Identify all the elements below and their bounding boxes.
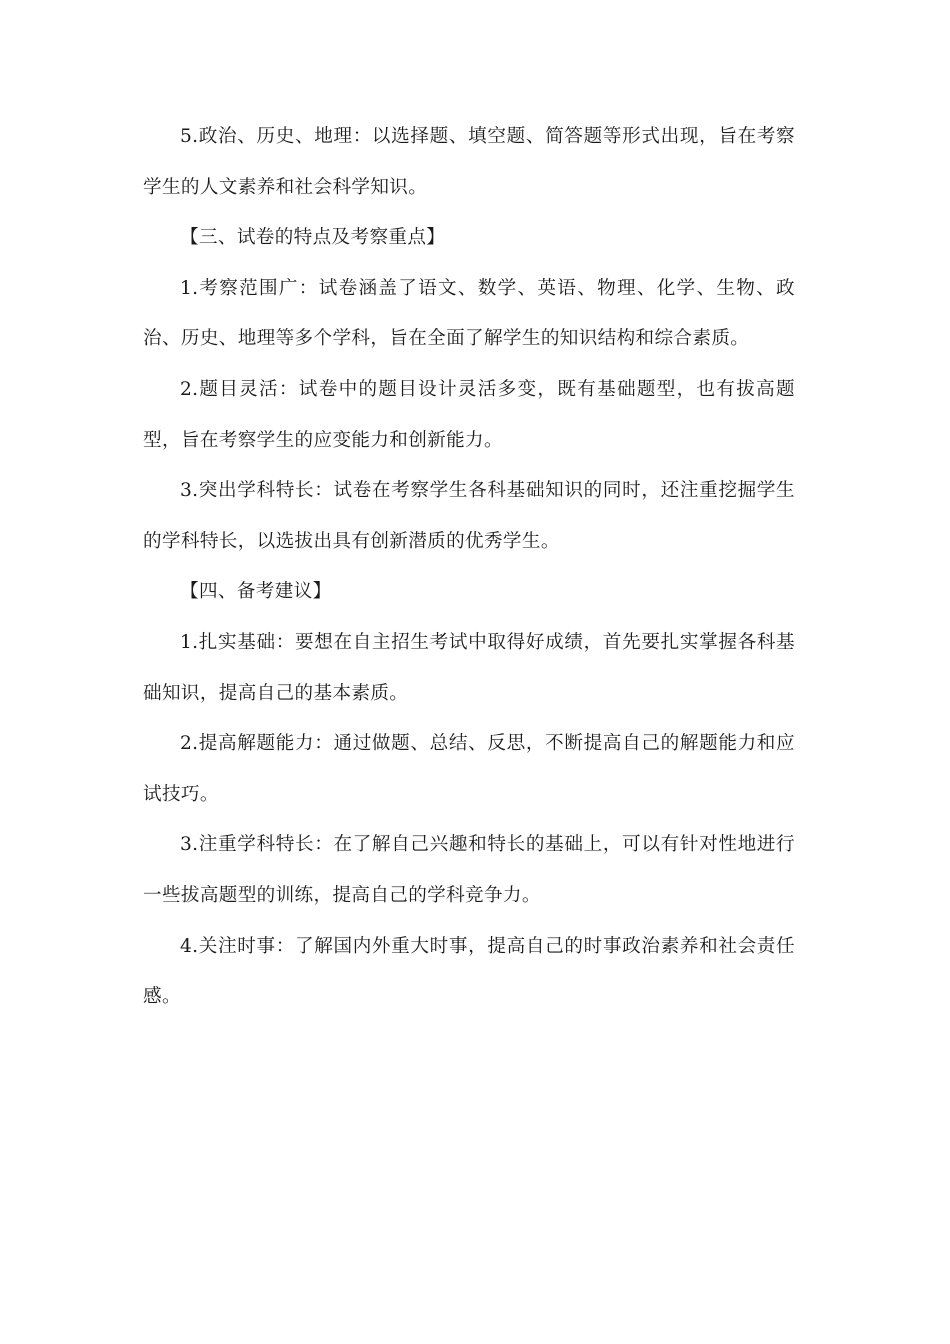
- paragraph-current-affairs: 4.关注时事：了解国内外重大时事，提高自己的时事政治素养和社会责任感。: [143, 935, 795, 1008]
- paragraph-subject-strengths: 3.突出学科特长：试卷在考察学生各科基础知识的同时，还注重挖掘学生的学科特长，以选拔出具有创新潜质的优秀学生。: [143, 480, 795, 552]
- paragraph-problem-solving: 2.提高解题能力：通过做题、总结、反思，不断提高自己的解题能力和应试技巧。: [143, 733, 795, 805]
- document-page: [143, 112, 795, 1023]
- section-heading-four: 【四、备考建议】: [180, 581, 332, 603]
- paragraph-solid-foundation: 1.扎实基础：要想在自主招生考试中取得好成绩，首先要扎实掌握各科基础知识，提高自己的基本素质。: [143, 631, 795, 704]
- paragraph-flexible-questions: 2.题目灵活：试卷中的题目设计灵活多变，既有基础题型，也有拔高题型，旨在考察学生的应变能力和创新能力。: [143, 378, 795, 451]
- paragraph-focus-strengths: 3.注重学科特长：在了解自己兴趣和特长的基础上，可以有针对性地进行一些拔高题型的训练，提高自己的学科竞争力。: [143, 834, 795, 906]
- paragraph-wide-scope: 1.考察范围广：试卷涵盖了语文、数学、英语、物理、化学、生物、政治、历史、地理等多个学科，旨在全面了解学生的知识结构和综合素质。: [143, 277, 795, 350]
- paragraph-politics-history-geography: 5.政治、历史、地理：以选择题、填空题、简答题等形式出现，旨在考察学生的人文素养和社会科学知识。: [143, 126, 795, 198]
- section-heading-three: 【三、试卷的特点及考察重点】: [180, 227, 446, 249]
